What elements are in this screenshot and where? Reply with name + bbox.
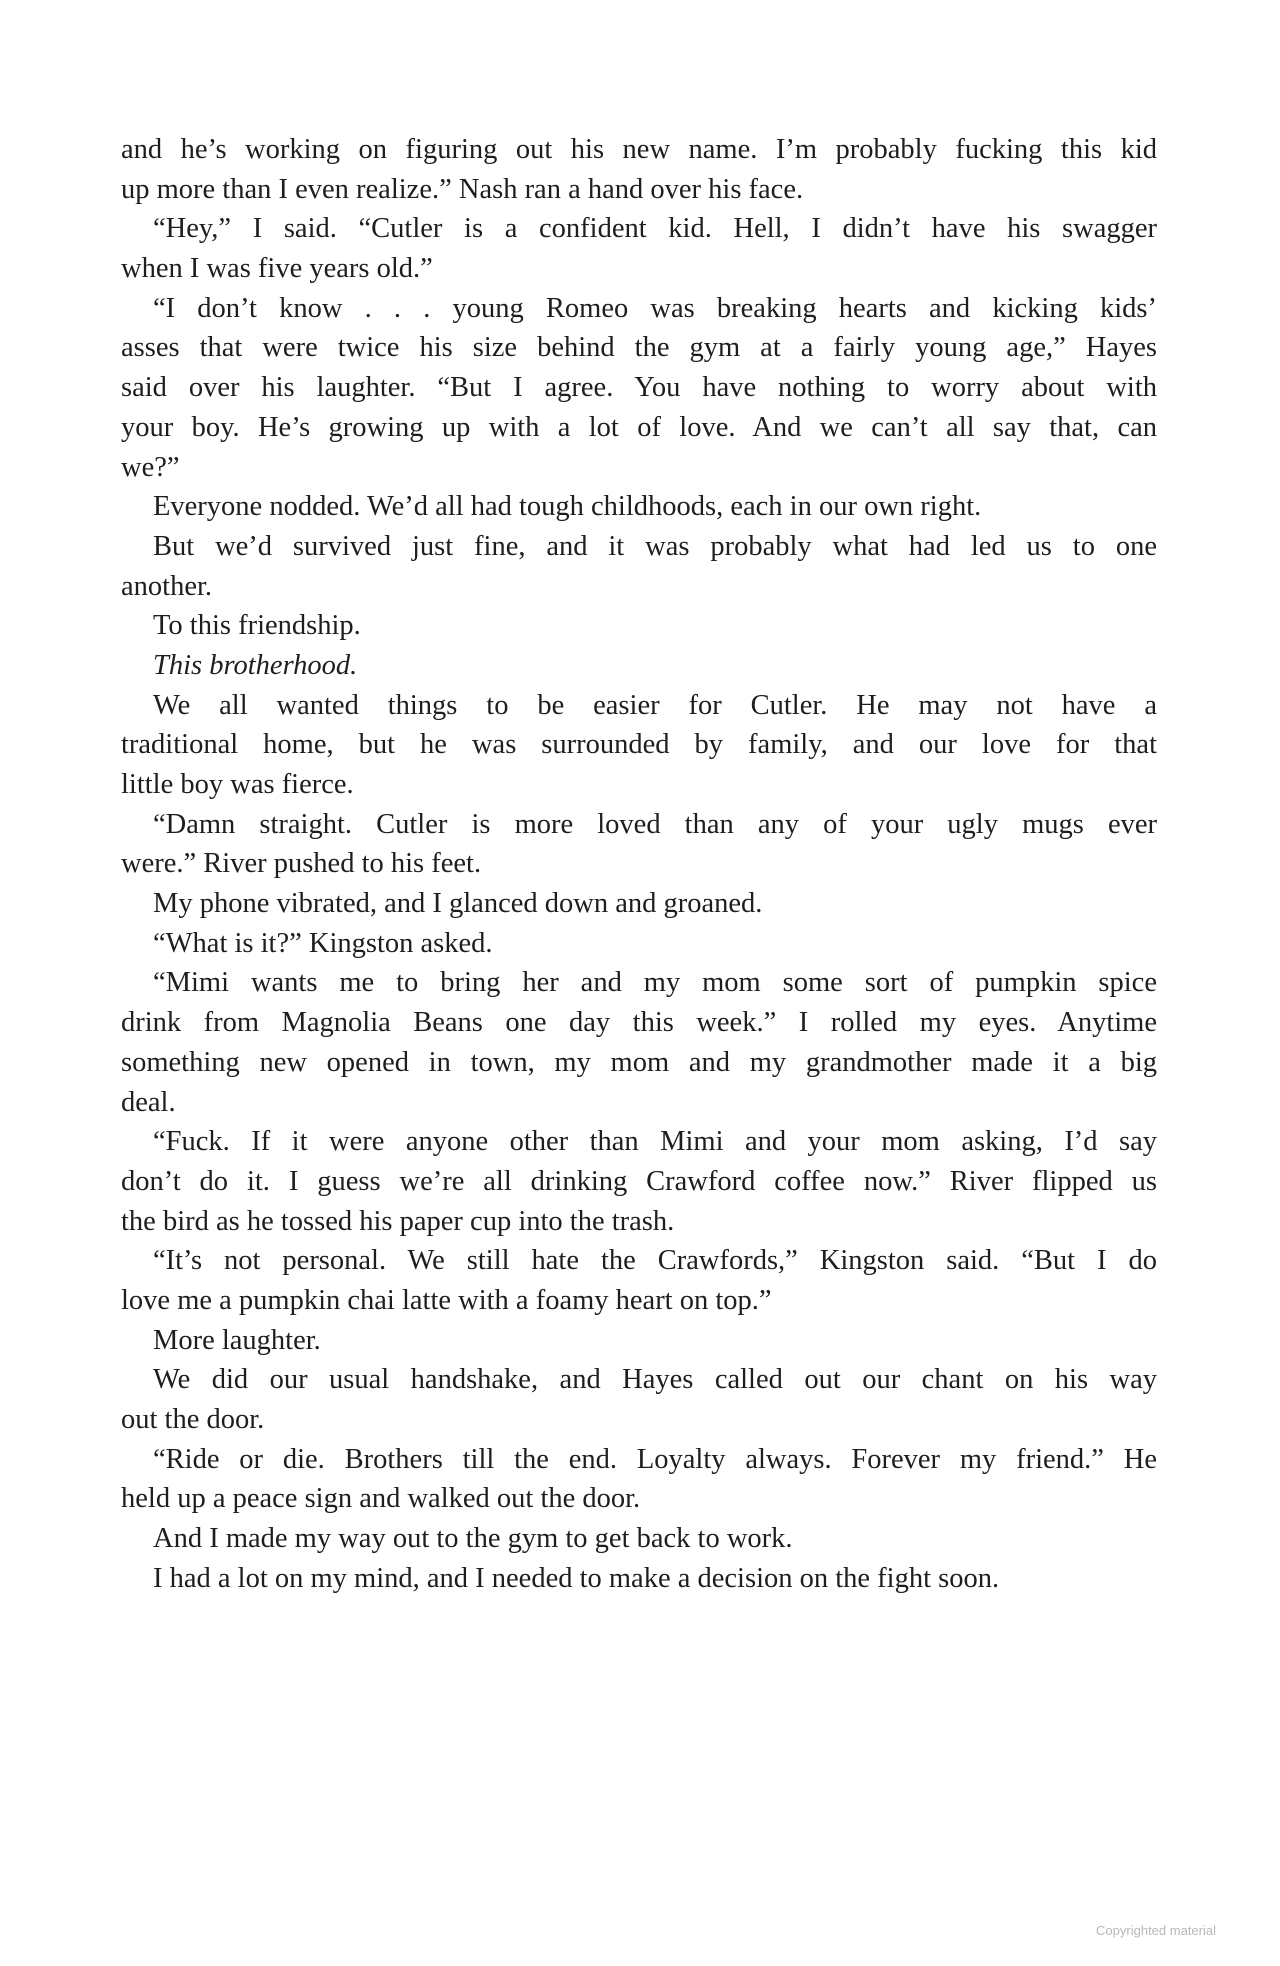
- text-line: We did our usual handshake, and Hayes called out our chant on his way: [153, 1364, 1157, 1396]
- paragraph: [121, 487, 1157, 527]
- paragraph: [121, 1559, 1157, 1599]
- paragraph: [121, 527, 1157, 606]
- paragraph: [121, 805, 1157, 884]
- text-line: I had a lot on my mind, and I needed to make a decision on the fight soon.: [153, 1562, 1000, 1594]
- paragraph: [121, 924, 1157, 964]
- text-line: “Ride or die. Brothers till the end. Loyalty always. Forever my friend.” He: [153, 1443, 1157, 1475]
- text-line: My phone vibrated, and I glanced down and groaned.: [153, 888, 763, 920]
- paragraph: [121, 1360, 1157, 1439]
- text-line: asses that were twice his size behind the gym at a fairly young age,” Hayes: [121, 332, 1157, 364]
- text-line: something new opened in town, my mom and my grandmother made it a big: [121, 1046, 1157, 1078]
- text-line: “It’s not personal. We still hate the Crawfords,” Kingston said. “But I do: [153, 1245, 1157, 1277]
- text-line: “What is it?” Kingston asked.: [153, 927, 493, 959]
- text-line: held up a peace sign and walked out the door.: [121, 1483, 641, 1515]
- book-page-body: [121, 130, 1157, 1598]
- paragraph: [121, 884, 1157, 924]
- text-line: traditional home, but he was surrounded by family, and our love for that: [121, 729, 1157, 761]
- paragraph: [121, 1321, 1157, 1361]
- text-line: don’t do it. I guess we’re all drinking Crawford coffee now.” River flipped us: [121, 1165, 1157, 1197]
- text-line: up more than I even realize.” Nash ran a hand over his face.: [121, 173, 804, 205]
- copyright-watermark: Copyrighted material: [1096, 1923, 1216, 1938]
- text-line: out the door.: [121, 1404, 265, 1435]
- paragraph: [121, 1440, 1157, 1519]
- text-line: To this friendship.: [153, 610, 361, 642]
- paragraph: [121, 963, 1157, 1122]
- text-line: “Damn straight. Cutler is more loved than any of your ugly mugs ever: [153, 808, 1157, 840]
- text-line: were.” River pushed to his feet.: [121, 848, 482, 880]
- text-line: drink from Magnolia Beans one day this week.” I rolled my eyes. Anytime: [121, 1007, 1157, 1039]
- text-line: “I don’t know . . . young Romeo was breaking hearts and kicking kids’: [153, 292, 1157, 324]
- text-line: “Fuck. If it were anyone other than Mimi and your mom asking, I’d say: [153, 1126, 1157, 1158]
- paragraph: [121, 606, 1157, 646]
- paragraph: [121, 209, 1157, 288]
- text-line: when I was five years old.”: [121, 253, 433, 285]
- text-line: another.: [121, 570, 213, 602]
- paragraph: [121, 1519, 1157, 1559]
- text-line: your boy. He’s growing up with a lot of love. And we can’t all say that, can: [121, 411, 1157, 443]
- text-line: said over his laughter. “But I agree. You have nothing to worry about with: [121, 372, 1157, 404]
- text-line: “Mimi wants me to bring her and my mom some sort of pumpkin spice: [153, 967, 1157, 999]
- paragraph: [121, 686, 1157, 805]
- paragraph: [121, 646, 1157, 686]
- text-line: This brotherhood.: [153, 649, 358, 681]
- paragraph: [121, 1241, 1157, 1320]
- text-line: More laughter.: [153, 1324, 321, 1356]
- text-line: And I made my way out to the gym to get back to work.: [153, 1523, 793, 1555]
- text-line: We all wanted things to be easier for Cutler. He may not have a: [153, 689, 1157, 721]
- text-line: “Hey,” I said. “Cutler is a confident kid. Hell, I didn’t have his swagger: [153, 213, 1157, 245]
- text-line: we?”: [121, 451, 180, 483]
- text-line: little boy was fierce.: [121, 769, 354, 800]
- text-line: deal.: [121, 1086, 176, 1118]
- text-line: the bird as he tossed his paper cup into the trash.: [121, 1205, 675, 1237]
- text-line: love me a pumpkin chai latte with a foamy heart on top.”: [121, 1284, 772, 1316]
- text-line: Everyone nodded. We’d all had tough childhoods, each in our own right.: [153, 491, 982, 523]
- paragraph: [121, 1122, 1157, 1241]
- paragraph: [121, 130, 1157, 209]
- paragraph: [121, 289, 1157, 487]
- text-line: But we’d survived just fine, and it was probably what had led us to one: [153, 530, 1157, 562]
- text-line: and he’s working on figuring out his new name. I’m probably fucking this kid: [121, 134, 1157, 165]
